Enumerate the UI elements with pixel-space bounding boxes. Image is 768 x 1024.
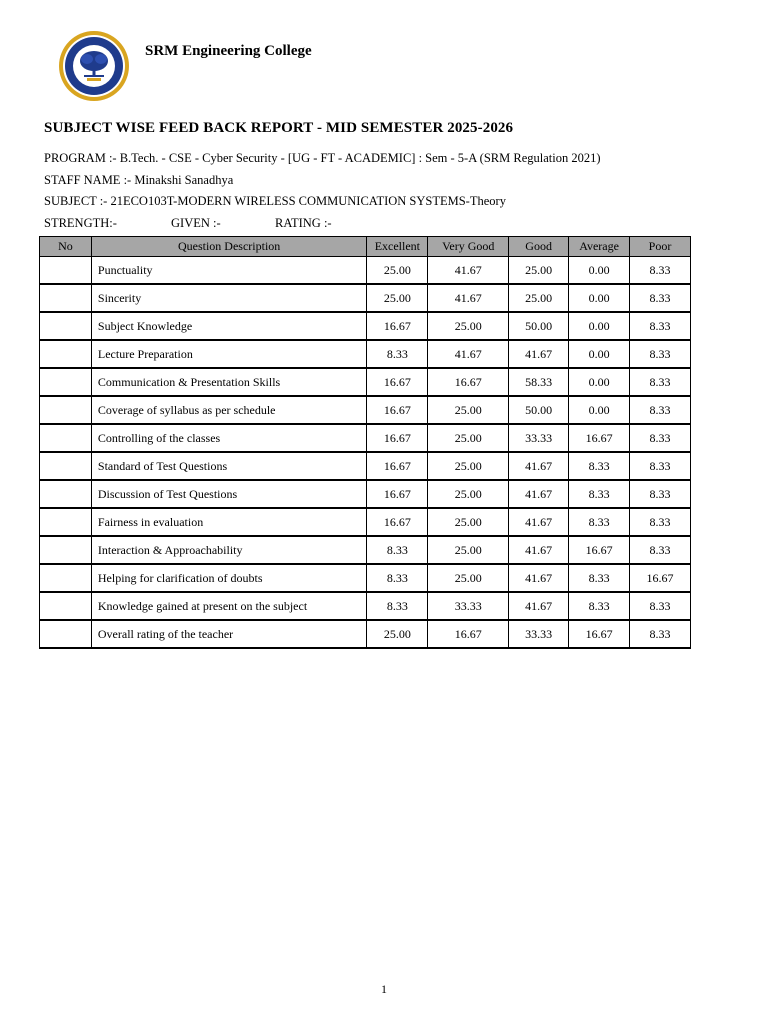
cell-very-good: 41.67 xyxy=(428,284,509,312)
cell-no xyxy=(40,564,92,592)
cell-question: Sincerity xyxy=(91,284,366,312)
cell-average: 8.33 xyxy=(569,508,630,536)
table-row xyxy=(40,424,691,452)
cell-average: 0.00 xyxy=(569,284,630,312)
cell-very-good: 33.33 xyxy=(428,592,509,620)
cell-good: 50.00 xyxy=(509,312,569,340)
header-average: Average xyxy=(569,237,630,257)
cell-very-good: 16.67 xyxy=(428,368,509,396)
cell-excellent: 16.67 xyxy=(367,452,428,480)
cell-question: Subject Knowledge xyxy=(91,312,366,340)
cell-average: 16.67 xyxy=(569,620,630,648)
cell-poor: 8.33 xyxy=(630,480,691,508)
cell-poor: 8.33 xyxy=(630,424,691,452)
cell-very-good: 25.00 xyxy=(428,564,509,592)
cell-no xyxy=(40,396,92,424)
cell-poor: 16.67 xyxy=(630,564,691,592)
subject-line: SUBJECT :- 21ECO103T-MODERN WIRELESS COMMUNICATION SYSTEMS-Theory xyxy=(44,194,506,208)
cell-excellent: 8.33 xyxy=(367,564,428,592)
cell-question: Coverage of syllabus as per schedule xyxy=(91,396,366,424)
given-label: GIVEN :- xyxy=(171,216,221,230)
rating-label: RATING :- xyxy=(275,216,332,230)
cell-good: 25.00 xyxy=(509,257,569,285)
cell-good: 41.67 xyxy=(509,340,569,368)
page-number: 1 xyxy=(381,982,387,996)
cell-average: 0.00 xyxy=(569,368,630,396)
cell-good: 58.33 xyxy=(509,368,569,396)
cell-poor: 8.33 xyxy=(630,257,691,285)
table-row xyxy=(40,257,691,285)
cell-good: 33.33 xyxy=(509,620,569,648)
cell-poor: 8.33 xyxy=(630,508,691,536)
cell-very-good: 25.00 xyxy=(428,312,509,340)
cell-very-good: 25.00 xyxy=(428,452,509,480)
cell-question: Controlling of the classes xyxy=(91,424,366,452)
header-no: No xyxy=(40,237,92,257)
cell-very-good: 25.00 xyxy=(428,508,509,536)
cell-excellent: 8.33 xyxy=(367,536,428,564)
cell-average: 8.33 xyxy=(569,480,630,508)
cell-excellent: 25.00 xyxy=(367,257,428,285)
cell-no xyxy=(40,592,92,620)
cell-poor: 8.33 xyxy=(630,536,691,564)
cell-average: 0.00 xyxy=(569,396,630,424)
table-row xyxy=(40,312,691,340)
header-poor: Poor xyxy=(630,237,691,257)
cell-question: Discussion of Test Questions xyxy=(91,480,366,508)
cell-average: 0.00 xyxy=(569,257,630,285)
cell-poor: 8.33 xyxy=(630,396,691,424)
cell-no xyxy=(40,257,92,285)
table-row xyxy=(40,480,691,508)
cell-very-good: 16.67 xyxy=(428,620,509,648)
cell-question: Standard of Test Questions xyxy=(91,452,366,480)
table-header-row xyxy=(40,237,691,257)
header-excellent: Excellent xyxy=(367,237,428,257)
cell-good: 33.33 xyxy=(509,424,569,452)
cell-excellent: 8.33 xyxy=(367,592,428,620)
table-row xyxy=(40,284,691,312)
cell-poor: 8.33 xyxy=(630,368,691,396)
table-row xyxy=(40,536,691,564)
cell-average: 8.33 xyxy=(569,592,630,620)
cell-question: Lecture Preparation xyxy=(91,340,366,368)
cell-excellent: 16.67 xyxy=(367,396,428,424)
cell-average: 0.00 xyxy=(569,340,630,368)
cell-poor: 8.33 xyxy=(630,284,691,312)
cell-poor: 8.33 xyxy=(630,340,691,368)
cell-good: 41.67 xyxy=(509,480,569,508)
table-row xyxy=(40,592,691,620)
college-name: SRM Engineering College xyxy=(145,43,312,59)
cell-good: 41.67 xyxy=(509,592,569,620)
cell-excellent: 8.33 xyxy=(367,340,428,368)
cell-poor: 8.33 xyxy=(630,312,691,340)
cell-average: 0.00 xyxy=(569,312,630,340)
table-row xyxy=(40,340,691,368)
cell-excellent: 25.00 xyxy=(367,620,428,648)
header-good: Good xyxy=(509,237,569,257)
cell-excellent: 16.67 xyxy=(367,312,428,340)
cell-question: Knowledge gained at present on the subject xyxy=(91,592,366,620)
table-row xyxy=(40,368,691,396)
header-very-good: Very Good xyxy=(428,237,509,257)
cell-no xyxy=(40,424,92,452)
cell-very-good: 25.00 xyxy=(428,536,509,564)
cell-poor: 8.33 xyxy=(630,620,691,648)
cell-good: 50.00 xyxy=(509,396,569,424)
cell-excellent: 16.67 xyxy=(367,368,428,396)
cell-good: 41.67 xyxy=(509,564,569,592)
cell-very-good: 25.00 xyxy=(428,424,509,452)
cell-no xyxy=(40,452,92,480)
cell-very-good: 25.00 xyxy=(428,480,509,508)
cell-average: 8.33 xyxy=(569,564,630,592)
cell-excellent: 16.67 xyxy=(367,480,428,508)
cell-average: 16.67 xyxy=(569,424,630,452)
table-row xyxy=(40,620,691,648)
cell-poor: 8.33 xyxy=(630,592,691,620)
cell-no xyxy=(40,340,92,368)
cell-good: 25.00 xyxy=(509,284,569,312)
cell-very-good: 25.00 xyxy=(428,396,509,424)
cell-excellent: 16.67 xyxy=(367,424,428,452)
cell-no xyxy=(40,508,92,536)
cell-very-good: 41.67 xyxy=(428,257,509,285)
table-row xyxy=(40,564,691,592)
report-title: SUBJECT WISE FEED BACK REPORT - MID SEMESTER 2025-2026 xyxy=(44,120,514,136)
cell-good: 41.67 xyxy=(509,452,569,480)
cell-no xyxy=(40,536,92,564)
cell-question: Fairness in evaluation xyxy=(91,508,366,536)
cell-poor: 8.33 xyxy=(630,452,691,480)
cell-question: Overall rating of the teacher xyxy=(91,620,366,648)
strength-label: STRENGTH:- xyxy=(44,216,117,230)
table-row xyxy=(40,396,691,424)
cell-average: 16.67 xyxy=(569,536,630,564)
cell-no xyxy=(40,368,92,396)
cell-question: Punctuality xyxy=(91,257,366,285)
header-question-description: Question Description xyxy=(91,237,366,257)
cell-question: Communication & Presentation Skills xyxy=(91,368,366,396)
cell-very-good: 41.67 xyxy=(428,340,509,368)
cell-question: Helping for clarification of doubts xyxy=(91,564,366,592)
college-seal-logo xyxy=(58,30,130,102)
feedback-table xyxy=(39,236,691,649)
cell-good: 41.67 xyxy=(509,508,569,536)
cell-excellent: 16.67 xyxy=(367,508,428,536)
cell-good: 41.67 xyxy=(509,536,569,564)
staff-name-line: STAFF NAME :- Minakshi Sanadhya xyxy=(44,173,234,187)
cell-no xyxy=(40,312,92,340)
table-row xyxy=(40,452,691,480)
cell-no xyxy=(40,620,92,648)
cell-average: 8.33 xyxy=(569,452,630,480)
program-line: PROGRAM :- B.Tech. - CSE - Cyber Security - [UG - FT - ACADEMIC] : Sem - 5-A (SRM Regulation 2021) xyxy=(44,151,601,165)
cell-excellent: 25.00 xyxy=(367,284,428,312)
table-row xyxy=(40,508,691,536)
cell-question: Interaction & Approachability xyxy=(91,536,366,564)
cell-no xyxy=(40,480,92,508)
cell-no xyxy=(40,284,92,312)
